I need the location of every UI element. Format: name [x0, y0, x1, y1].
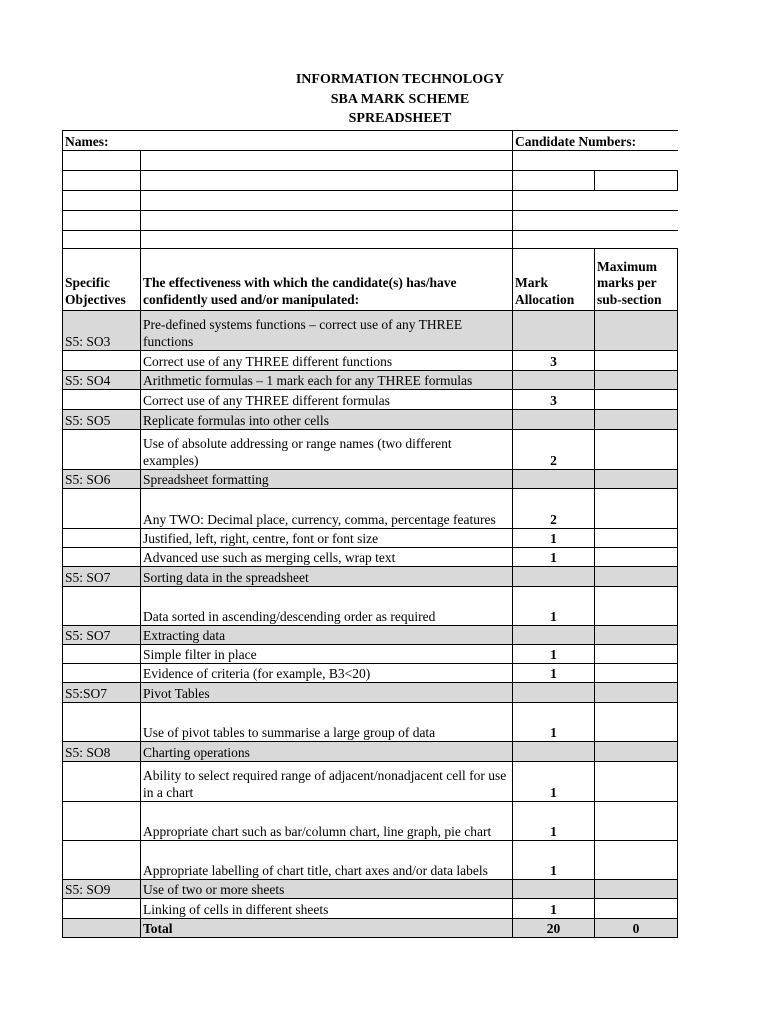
- max-marks-cell: [595, 762, 678, 802]
- criterion-row: [63, 390, 678, 410]
- description-cell: Use of pivot tables to summarise a large group of data: [141, 703, 513, 742]
- mark-cell: [513, 626, 595, 645]
- criterion-row: [63, 880, 678, 899]
- name-cell[interactable]: [141, 231, 513, 249]
- name-entry-row: [63, 151, 678, 171]
- max-marks-cell: [595, 841, 678, 880]
- column-header-row: [63, 249, 678, 311]
- mark-cell: 1: [513, 802, 595, 841]
- description-cell: Replicate formulas into other cells: [141, 410, 513, 430]
- max-marks-cell: [595, 703, 678, 742]
- max-marks-cell: [595, 626, 678, 645]
- objective-cell: [63, 802, 141, 841]
- mark-cell: 1: [513, 548, 595, 567]
- mark-cell: 1: [513, 529, 595, 548]
- max-marks-cell: [595, 899, 678, 919]
- criterion-row: [63, 430, 678, 470]
- objective-cell: [63, 351, 141, 371]
- criterion-row: [63, 899, 678, 919]
- description-cell: Ability to select required range of adjacent/nonadjacent cell for use in a chart: [141, 762, 513, 802]
- candidate-number-cell[interactable]: [513, 211, 678, 231]
- effectiveness-column-header: The effectiveness with which the candidate(s) has/have confidently used and/or manipulated:: [141, 249, 513, 311]
- name-entry-row: [63, 231, 678, 249]
- total-row: [63, 919, 678, 938]
- mark-cell: [513, 470, 595, 489]
- candidate-number-cell[interactable]: [513, 171, 595, 191]
- title-line-3: SPREADSHEET: [348, 111, 452, 126]
- objective-cell: S5: SO7: [63, 567, 141, 587]
- mark-cell: 1: [513, 664, 595, 683]
- description-cell: Use of absolute addressing or range names (two different examples): [141, 430, 513, 470]
- criterion-row: [63, 548, 678, 567]
- name-entry-row: [63, 211, 678, 231]
- description-cell: Correct use of any THREE different functions: [141, 351, 513, 371]
- mark-cell: 1: [513, 703, 595, 742]
- description-cell: Evidence of criteria (for example, B3<20): [141, 664, 513, 683]
- max-marks-cell: [595, 470, 678, 489]
- mark-cell: 3: [513, 390, 595, 410]
- description-cell: Advanced use such as merging cells, wrap text: [141, 548, 513, 567]
- max-marks-cell: [595, 410, 678, 430]
- objective-cell: [63, 529, 141, 548]
- candidate-number-cell[interactable]: [513, 191, 678, 211]
- max-marks-cell: [595, 371, 678, 390]
- objective-cell: [63, 645, 141, 664]
- criterion-row: [63, 351, 678, 371]
- name-cell[interactable]: [141, 171, 513, 191]
- max-marks-cell: [595, 311, 678, 351]
- mark-cell: [513, 371, 595, 390]
- mark-cell: [513, 742, 595, 762]
- total-label: Total: [141, 919, 513, 938]
- document-title-block: [0, 70, 768, 129]
- objective-cell: S5: SO3: [63, 311, 141, 351]
- max-marks-cell: [595, 742, 678, 762]
- criterion-row: [63, 703, 678, 742]
- candidate-number-cell[interactable]: [513, 151, 678, 171]
- objective-cell: S5:SO7: [63, 683, 141, 703]
- objective-cell: [63, 587, 141, 626]
- name-cell[interactable]: [63, 151, 141, 171]
- objectives-column-header: Specific Objectives: [63, 249, 141, 311]
- objective-cell: [63, 703, 141, 742]
- candidate-number-cell[interactable]: [513, 231, 678, 249]
- criterion-row: [63, 529, 678, 548]
- total-objective-cell: [63, 919, 141, 938]
- criterion-row: [63, 841, 678, 880]
- objective-cell: [63, 390, 141, 410]
- objective-cell: [63, 841, 141, 880]
- criterion-row: [63, 371, 678, 390]
- criterion-row: [63, 645, 678, 664]
- criterion-row: [63, 489, 678, 529]
- name-entry-row: [63, 191, 678, 211]
- max-marks-cell: [595, 645, 678, 664]
- description-cell: Arithmetic formulas – 1 mark each for any THREE formulas: [141, 371, 513, 390]
- objective-cell: S5: SO5: [63, 410, 141, 430]
- mark-cell: [513, 880, 595, 899]
- mark-allocation-column-header: Mark Allocation: [513, 249, 595, 311]
- criterion-row: [63, 802, 678, 841]
- name-entry-row: [63, 171, 678, 191]
- name-cell[interactable]: [141, 191, 513, 211]
- mark-cell: 1: [513, 899, 595, 919]
- criterion-row: [63, 664, 678, 683]
- mark-cell: 1: [513, 762, 595, 802]
- criterion-row: [63, 762, 678, 802]
- objective-cell: S5: SO8: [63, 742, 141, 762]
- objective-cell: S5: SO9: [63, 880, 141, 899]
- description-cell: Correct use of any THREE different formulas: [141, 390, 513, 410]
- names-header-row: [63, 131, 678, 151]
- criterion-row: [63, 410, 678, 430]
- mark-cell: [513, 410, 595, 430]
- criterion-row: [63, 567, 678, 587]
- description-cell: Spreadsheet formatting: [141, 470, 513, 489]
- mark-scheme-table: [62, 130, 678, 938]
- mark-cell: 2: [513, 489, 595, 529]
- mark-cell: 3: [513, 351, 595, 371]
- name-cell[interactable]: [63, 211, 141, 231]
- objective-cell: [63, 430, 141, 470]
- max-marks-cell: [595, 529, 678, 548]
- description-cell: Appropriate labelling of chart title, chart axes and/or data labels: [141, 841, 513, 880]
- objective-cell: [63, 762, 141, 802]
- criterion-row: [63, 742, 678, 762]
- objective-cell: [63, 664, 141, 683]
- max-marks-cell: [595, 430, 678, 470]
- name-cell[interactable]: [63, 191, 141, 211]
- mark-cell: [513, 567, 595, 587]
- mark-cell: 1: [513, 645, 595, 664]
- max-marks-cell: [595, 683, 678, 703]
- max-marks-cell: [595, 351, 678, 371]
- objective-cell: S5: SO7: [63, 626, 141, 645]
- mark-cell: 1: [513, 587, 595, 626]
- description-cell: Data sorted in ascending/descending order as required: [141, 587, 513, 626]
- mark-cell: 2: [513, 430, 595, 470]
- mark-cell: 1: [513, 841, 595, 880]
- criterion-row: [63, 587, 678, 626]
- name-cell[interactable]: [141, 151, 513, 171]
- criterion-row: [63, 311, 678, 351]
- description-cell: Linking of cells in different sheets: [141, 899, 513, 919]
- objective-cell: S5: SO4: [63, 371, 141, 390]
- description-cell: Charting operations: [141, 742, 513, 762]
- max-marks-cell: [595, 802, 678, 841]
- max-marks-cell: [595, 567, 678, 587]
- criterion-row: [63, 626, 678, 645]
- candidate-number-cell[interactable]: [595, 171, 678, 191]
- max-marks-cell: [595, 390, 678, 410]
- maximum-marks-column-header: Maximum marks per sub-section: [595, 249, 678, 311]
- criterion-row: [63, 470, 678, 489]
- candidate-numbers-label: Candidate Numbers:: [513, 131, 678, 151]
- description-cell: Extracting data: [141, 626, 513, 645]
- max-marks-cell: [595, 548, 678, 567]
- title-line-2: SBA MARK SCHEME: [330, 91, 470, 107]
- max-marks-cell: [595, 489, 678, 529]
- objective-cell: [63, 548, 141, 567]
- description-cell: Pivot Tables: [141, 683, 513, 703]
- max-marks-cell: [595, 587, 678, 626]
- total-max: 0: [595, 919, 678, 938]
- description-cell: Justified, left, right, centre, font or font size: [141, 529, 513, 548]
- objective-cell: [63, 899, 141, 919]
- name-cell[interactable]: [63, 231, 141, 249]
- max-marks-cell: [595, 664, 678, 683]
- max-marks-cell: [595, 880, 678, 899]
- objective-cell: [63, 489, 141, 529]
- names-label: Names:: [63, 131, 513, 151]
- criteria-rows: [63, 311, 678, 919]
- criterion-row: [63, 683, 678, 703]
- name-cell[interactable]: [141, 211, 513, 231]
- total-mark: 20: [513, 919, 595, 938]
- mark-cell: [513, 683, 595, 703]
- description-cell: Pre-defined systems functions – correct use of any THREE functions: [141, 311, 513, 351]
- title-line-1: INFORMATION TECHNOLOGY: [295, 72, 505, 87]
- description-cell: Any TWO: Decimal place, currency, comma, percentage features: [141, 489, 513, 529]
- mark-cell: [513, 311, 595, 351]
- objective-cell: S5: SO6: [63, 470, 141, 489]
- description-cell: Appropriate chart such as bar/column chart, line graph, pie chart: [141, 802, 513, 841]
- name-cell[interactable]: [63, 171, 141, 191]
- description-cell: Use of two or more sheets: [141, 880, 513, 899]
- description-cell: Simple filter in place: [141, 645, 513, 664]
- description-cell: Sorting data in the spreadsheet: [141, 567, 513, 587]
